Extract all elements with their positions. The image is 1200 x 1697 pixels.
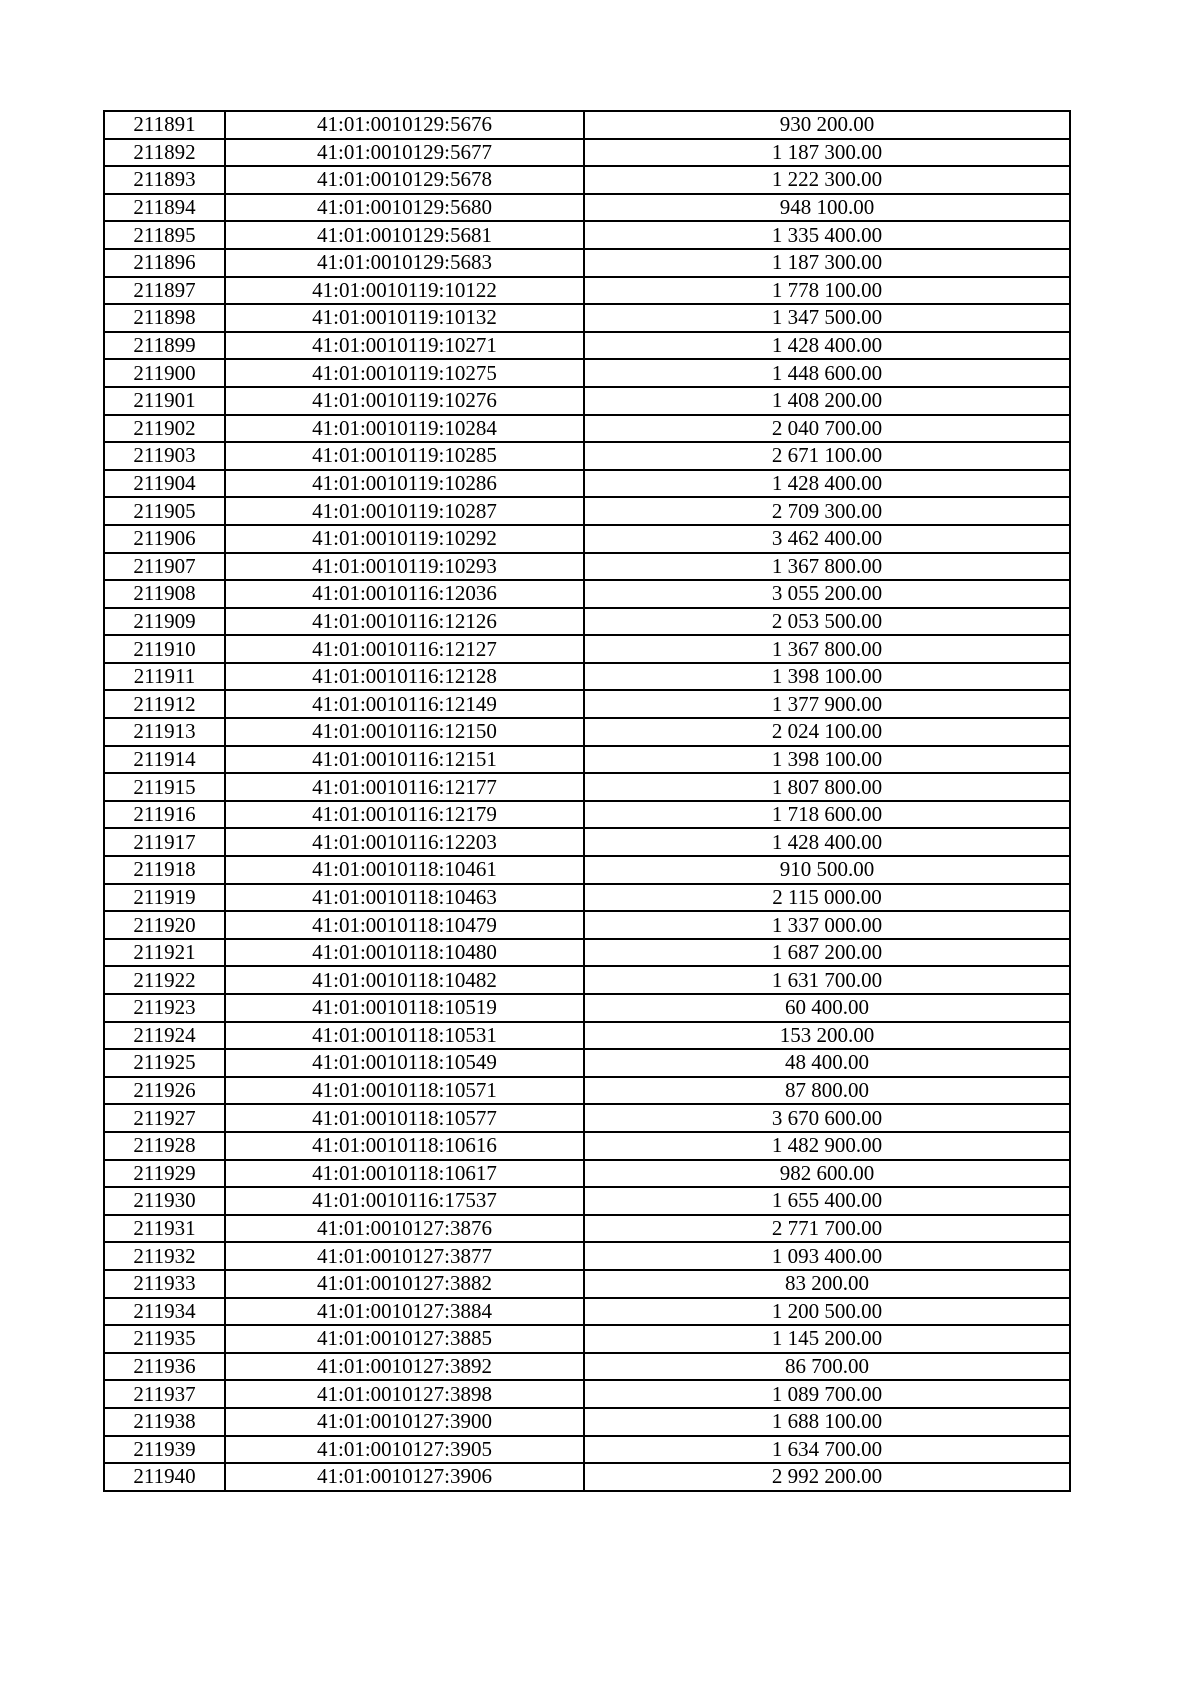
cadastral-number-cell: 41:01:0010119:10276: [225, 387, 584, 415]
row-number-cell: 211910: [104, 635, 225, 663]
cadastral-value-cell: 86 700.00: [584, 1353, 1070, 1381]
row-number-cell: 211904: [104, 470, 225, 498]
cadastral-value-cell: 1 200 500.00: [584, 1298, 1070, 1326]
cadastral-number-cell: 41:01:0010119:10292: [225, 525, 584, 553]
cadastral-value-cell: 2 671 100.00: [584, 442, 1070, 470]
cadastral-value-cell: 87 800.00: [584, 1077, 1070, 1105]
row-number-cell: 211905: [104, 497, 225, 525]
row-number-cell: 211935: [104, 1325, 225, 1353]
table-row: [104, 1463, 1070, 1491]
table-row: [104, 139, 1070, 167]
cadastral-value-cell: 1 335 400.00: [584, 221, 1070, 249]
cadastral-value-cell: 1 807 800.00: [584, 773, 1070, 801]
table-row: [104, 525, 1070, 553]
cadastral-number-cell: 41:01:0010118:10577: [225, 1104, 584, 1132]
row-number-cell: 211934: [104, 1298, 225, 1326]
table-row: [104, 773, 1070, 801]
cadastral-value-cell: 60 400.00: [584, 994, 1070, 1022]
row-number-cell: 211924: [104, 1022, 225, 1050]
row-number-cell: 211916: [104, 801, 225, 829]
row-number-cell: 211914: [104, 746, 225, 774]
row-number-cell: 211893: [104, 166, 225, 194]
cadastral-value-cell: 1 398 100.00: [584, 663, 1070, 691]
cadastral-number-cell: 41:01:0010127:3884: [225, 1298, 584, 1326]
table-row: [104, 939, 1070, 967]
row-number-cell: 211937: [104, 1380, 225, 1408]
cadastral-value-cell: 83 200.00: [584, 1270, 1070, 1298]
cadastral-number-cell: 41:01:0010119:10122: [225, 277, 584, 305]
cadastral-number-cell: 41:01:0010119:10286: [225, 470, 584, 498]
cadastral-value-cell: 1 634 700.00: [584, 1436, 1070, 1464]
row-number-cell: 211896: [104, 249, 225, 277]
table-row: [104, 249, 1070, 277]
cadastral-value-cell: 2 053 500.00: [584, 608, 1070, 636]
cadastral-number-cell: 41:01:0010116:12151: [225, 746, 584, 774]
row-number-cell: 211906: [104, 525, 225, 553]
cadastral-value-cell: 1 428 400.00: [584, 828, 1070, 856]
cadastral-number-cell: 41:01:0010118:10617: [225, 1160, 584, 1188]
cadastral-number-cell: 41:01:0010118:10531: [225, 1022, 584, 1050]
table-row: [104, 1215, 1070, 1243]
cadastral-value-cell: 1 448 600.00: [584, 359, 1070, 387]
row-number-cell: 211901: [104, 387, 225, 415]
row-number-cell: 211925: [104, 1049, 225, 1077]
cadastral-value-cell: 1 093 400.00: [584, 1242, 1070, 1270]
cadastral-number-cell: 41:01:0010127:3882: [225, 1270, 584, 1298]
table-row: [104, 221, 1070, 249]
table-row: [104, 994, 1070, 1022]
cadastral-number-cell: 41:01:0010119:10271: [225, 332, 584, 360]
row-number-cell: 211908: [104, 580, 225, 608]
cadastral-number-cell: 41:01:0010119:10285: [225, 442, 584, 470]
cadastral-value-cell: 2 040 700.00: [584, 415, 1070, 443]
table-row: [104, 553, 1070, 581]
cadastral-value-cell: 1 222 300.00: [584, 166, 1070, 194]
table-row: [104, 690, 1070, 718]
cadastral-value-cell: 1 718 600.00: [584, 801, 1070, 829]
table-row: [104, 635, 1070, 663]
cadastral-value-cell: 1 089 700.00: [584, 1380, 1070, 1408]
cadastral-number-cell: 41:01:0010119:10287: [225, 497, 584, 525]
cadastral-value-cell: 1 428 400.00: [584, 470, 1070, 498]
table-row: [104, 1380, 1070, 1408]
row-number-cell: 211907: [104, 553, 225, 581]
cadastral-number-cell: 41:01:0010127:3892: [225, 1353, 584, 1381]
cadastral-number-cell: 41:01:0010118:10482: [225, 966, 584, 994]
table-row: [104, 497, 1070, 525]
table-row: [104, 1408, 1070, 1436]
row-number-cell: 211939: [104, 1436, 225, 1464]
table-row: [104, 387, 1070, 415]
table-row: [104, 111, 1070, 139]
cadastral-number-cell: 41:01:0010127:3876: [225, 1215, 584, 1243]
row-number-cell: 211940: [104, 1463, 225, 1491]
row-number-cell: 211894: [104, 194, 225, 222]
cadastral-number-cell: 41:01:0010116:12177: [225, 773, 584, 801]
cadastral-value-table: [103, 110, 1071, 1492]
table-body: [104, 111, 1070, 1491]
cadastral-value-cell: 1 778 100.00: [584, 277, 1070, 305]
table-row: [104, 1022, 1070, 1050]
table-row: [104, 1160, 1070, 1188]
cadastral-number-cell: 41:01:0010118:10480: [225, 939, 584, 967]
row-number-cell: 211913: [104, 718, 225, 746]
cadastral-number-cell: 41:01:0010116:12126: [225, 608, 584, 636]
table-row: [104, 1104, 1070, 1132]
cadastral-value-cell: 1 398 100.00: [584, 746, 1070, 774]
table-row: [104, 1242, 1070, 1270]
table-row: [104, 1132, 1070, 1160]
table-row: [104, 1325, 1070, 1353]
row-number-cell: 211899: [104, 332, 225, 360]
cadastral-value-cell: 1 187 300.00: [584, 249, 1070, 277]
row-number-cell: 211920: [104, 911, 225, 939]
cadastral-number-cell: 41:01:0010118:10571: [225, 1077, 584, 1105]
table-row: [104, 1187, 1070, 1215]
table-row: [104, 856, 1070, 884]
table-row: [104, 359, 1070, 387]
row-number-cell: 211909: [104, 608, 225, 636]
cadastral-value-cell: 1 688 100.00: [584, 1408, 1070, 1436]
cadastral-number-cell: 41:01:0010118:10519: [225, 994, 584, 1022]
cadastral-value-cell: 1 367 800.00: [584, 553, 1070, 581]
table-row: [104, 828, 1070, 856]
cadastral-value-cell: 1 377 900.00: [584, 690, 1070, 718]
cadastral-number-cell: 41:01:0010127:3905: [225, 1436, 584, 1464]
row-number-cell: 211918: [104, 856, 225, 884]
row-number-cell: 211892: [104, 139, 225, 167]
table-row: [104, 1049, 1070, 1077]
row-number-cell: 211926: [104, 1077, 225, 1105]
cadastral-number-cell: 41:01:0010116:12036: [225, 580, 584, 608]
table-row: [104, 1298, 1070, 1326]
cadastral-value-cell: 2 992 200.00: [584, 1463, 1070, 1491]
table-row: [104, 194, 1070, 222]
row-number-cell: 211891: [104, 111, 225, 139]
cadastral-value-cell: 3 670 600.00: [584, 1104, 1070, 1132]
cadastral-value-cell: 1 187 300.00: [584, 139, 1070, 167]
table-row: [104, 801, 1070, 829]
cadastral-number-cell: 41:01:0010118:10616: [225, 1132, 584, 1160]
cadastral-number-cell: 41:01:0010118:10549: [225, 1049, 584, 1077]
row-number-cell: 211927: [104, 1104, 225, 1132]
cadastral-value-cell: 982 600.00: [584, 1160, 1070, 1188]
cadastral-number-cell: 41:01:0010119:10293: [225, 553, 584, 581]
cadastral-value-cell: 3 055 200.00: [584, 580, 1070, 608]
cadastral-number-cell: 41:01:0010127:3906: [225, 1463, 584, 1491]
table-row: [104, 1353, 1070, 1381]
cadastral-number-cell: 41:01:0010118:10463: [225, 884, 584, 912]
row-number-cell: 211936: [104, 1353, 225, 1381]
cadastral-value-cell: 1 631 700.00: [584, 966, 1070, 994]
row-number-cell: 211915: [104, 773, 225, 801]
cadastral-number-cell: 41:01:0010127:3885: [225, 1325, 584, 1353]
row-number-cell: 211917: [104, 828, 225, 856]
row-number-cell: 211911: [104, 663, 225, 691]
cadastral-value-cell: 48 400.00: [584, 1049, 1070, 1077]
row-number-cell: 211923: [104, 994, 225, 1022]
row-number-cell: 211902: [104, 415, 225, 443]
row-number-cell: 211919: [104, 884, 225, 912]
cadastral-number-cell: 41:01:0010127:3877: [225, 1242, 584, 1270]
cadastral-number-cell: 41:01:0010116:12203: [225, 828, 584, 856]
table-row: [104, 277, 1070, 305]
cadastral-number-cell: 41:01:0010119:10275: [225, 359, 584, 387]
cadastral-value-cell: 1 337 000.00: [584, 911, 1070, 939]
cadastral-number-cell: 41:01:0010116:17537: [225, 1187, 584, 1215]
row-number-cell: 211921: [104, 939, 225, 967]
table-row: [104, 718, 1070, 746]
row-number-cell: 211938: [104, 1408, 225, 1436]
cadastral-number-cell: 41:01:0010116:12150: [225, 718, 584, 746]
row-number-cell: 211930: [104, 1187, 225, 1215]
cadastral-value-cell: 1 687 200.00: [584, 939, 1070, 967]
row-number-cell: 211900: [104, 359, 225, 387]
cadastral-number-cell: 41:01:0010129:5676: [225, 111, 584, 139]
table-row: [104, 746, 1070, 774]
cadastral-value-cell: 1 347 500.00: [584, 304, 1070, 332]
cadastral-number-cell: 41:01:0010119:10132: [225, 304, 584, 332]
cadastral-number-cell: 41:01:0010129:5683: [225, 249, 584, 277]
cadastral-value-cell: 2 115 000.00: [584, 884, 1070, 912]
cadastral-value-cell: 1 655 400.00: [584, 1187, 1070, 1215]
table-row: [104, 332, 1070, 360]
table-row: [104, 966, 1070, 994]
table-row: [104, 415, 1070, 443]
cadastral-value-cell: 1 408 200.00: [584, 387, 1070, 415]
cadastral-value-cell: 3 462 400.00: [584, 525, 1070, 553]
cadastral-value-cell: 153 200.00: [584, 1022, 1070, 1050]
cadastral-value-cell: 2 771 700.00: [584, 1215, 1070, 1243]
cadastral-value-cell: 1 367 800.00: [584, 635, 1070, 663]
table-row: [104, 608, 1070, 636]
cadastral-number-cell: 41:01:0010116:12149: [225, 690, 584, 718]
table-row: [104, 442, 1070, 470]
table-row: [104, 884, 1070, 912]
row-number-cell: 211931: [104, 1215, 225, 1243]
table-row: [104, 1270, 1070, 1298]
row-number-cell: 211933: [104, 1270, 225, 1298]
cadastral-number-cell: 41:01:0010129:5680: [225, 194, 584, 222]
cadastral-number-cell: 41:01:0010129:5677: [225, 139, 584, 167]
cadastral-value-cell: 1 145 200.00: [584, 1325, 1070, 1353]
table-row: [104, 470, 1070, 498]
table-row: [104, 166, 1070, 194]
cadastral-value-cell: 930 200.00: [584, 111, 1070, 139]
cadastral-number-cell: 41:01:0010119:10284: [225, 415, 584, 443]
table-row: [104, 1077, 1070, 1105]
cadastral-value-cell: 910 500.00: [584, 856, 1070, 884]
table-row: [104, 1436, 1070, 1464]
table-row: [104, 580, 1070, 608]
cadastral-value-cell: 2 709 300.00: [584, 497, 1070, 525]
cadastral-number-cell: 41:01:0010116:12179: [225, 801, 584, 829]
row-number-cell: 211922: [104, 966, 225, 994]
row-number-cell: 211903: [104, 442, 225, 470]
row-number-cell: 211912: [104, 690, 225, 718]
cadastral-number-cell: 41:01:0010127:3898: [225, 1380, 584, 1408]
cadastral-number-cell: 41:01:0010127:3900: [225, 1408, 584, 1436]
cadastral-number-cell: 41:01:0010116:12128: [225, 663, 584, 691]
cadastral-value-cell: 1 482 900.00: [584, 1132, 1070, 1160]
cadastral-value-cell: 948 100.00: [584, 194, 1070, 222]
cadastral-value-cell: 1 428 400.00: [584, 332, 1070, 360]
cadastral-number-cell: 41:01:0010129:5678: [225, 166, 584, 194]
row-number-cell: 211928: [104, 1132, 225, 1160]
row-number-cell: 211898: [104, 304, 225, 332]
row-number-cell: 211929: [104, 1160, 225, 1188]
cadastral-number-cell: 41:01:0010116:12127: [225, 635, 584, 663]
row-number-cell: 211897: [104, 277, 225, 305]
table-row: [104, 304, 1070, 332]
table-row: [104, 663, 1070, 691]
cadastral-number-cell: 41:01:0010118:10461: [225, 856, 584, 884]
cadastral-number-cell: 41:01:0010129:5681: [225, 221, 584, 249]
table-row: [104, 911, 1070, 939]
row-number-cell: 211932: [104, 1242, 225, 1270]
row-number-cell: 211895: [104, 221, 225, 249]
cadastral-number-cell: 41:01:0010118:10479: [225, 911, 584, 939]
cadastral-value-cell: 2 024 100.00: [584, 718, 1070, 746]
